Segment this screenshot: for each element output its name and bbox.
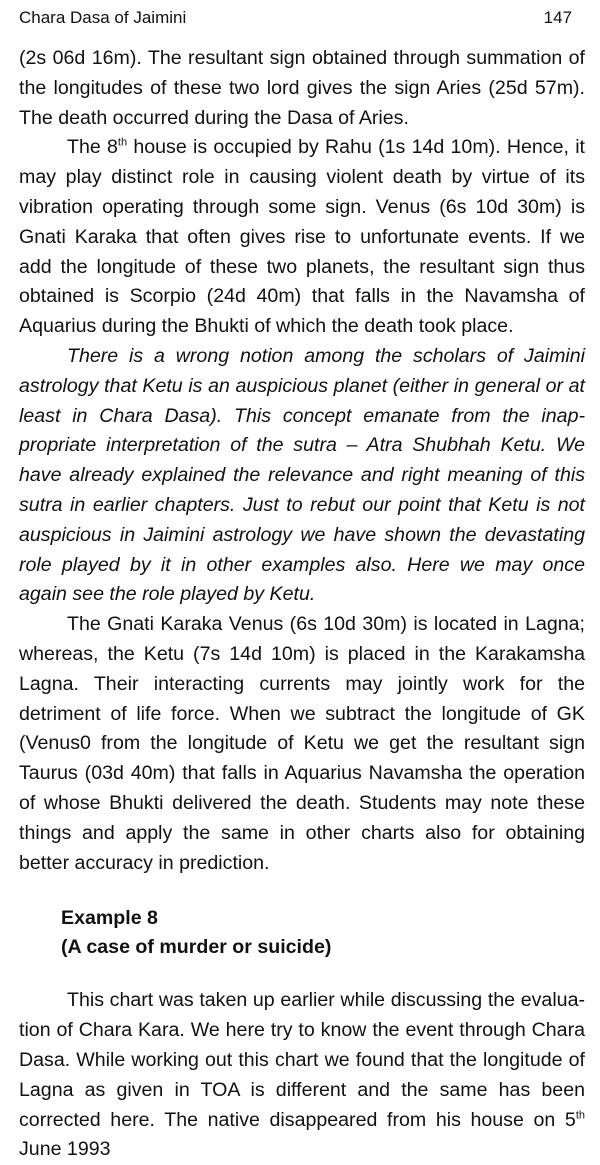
paragraph-2-rest: house is occupied by Rahu (1s 14d 10m). Hence, it may play distinct role in causing violent death by virtue of its vibration operating through some sign. Venus (6s 10d 30m) is Gnati Karaka that often gives rise to unfortunate events. If we add the longitude of these two planets, the resultant sign thus obtained is Scorpio (24d 40m) that falls in the Navamsha of Aquarius during the Bhukti of which the death took place. bbox=[19, 136, 585, 338]
running-title: Chara Dasa of Jaimini bbox=[19, 8, 187, 27]
paragraph-3: There is a wrong notion among the scholars of Jaimini astrology that Ketu is an auspicious planet (either in general or at least in Chara Dasa). This concept emanate from the inappropriate interpretation of the sutra – Atra Shubhah Ketu. We have already explained the relevance and right meaning of this sutra in earlier chapters. Just to rebut our point that Ketu is not auspicious in Jaimini astrology we have shown the devastating role played by it in other examples also. Here we may once again see the role played by Ketu. bbox=[19, 344, 585, 606]
page-body bbox=[19, 44, 585, 1165]
paragraph-4: The Gnati Karaka Venus (6s 10d 30m) is located in Lagna; whereas, the Ketu (7s 14d 10m) is placed in the Karakamsha Lagna. Their interacting currents may jointly work for the detriment of life force. When we subtract the longitude of GK (Venus0 from the longitude of Ketu we get the resultant sign Taurus (03d 40m) that falls in Aquarius Navamsha the operation of whose Bhukti delivered the death. Students may note these things and apply the same in other charts also for obtaining better accuracy in prediction. bbox=[19, 613, 585, 874]
paragraph-5-lead: This chart was taken up earlier while discussing the evaluation of Chara Kara. We here try to know the event through Chara Dasa. While working out this chart we found that the longitude of Lagna as given in TOA is different and the same has been corrected here. The native disappeared from his house on 5 bbox=[19, 989, 585, 1131]
paragraph-2 bbox=[19, 133, 585, 342]
section-gap bbox=[19, 962, 585, 986]
example-subtitle: (A case of murder or suicide) bbox=[61, 936, 332, 959]
ordinal-superscript: th bbox=[117, 136, 128, 149]
paragraph-2-lead: The 8 bbox=[67, 136, 118, 159]
ordinal-superscript: th bbox=[575, 1108, 585, 1121]
example-title: Example 8 bbox=[61, 907, 158, 930]
running-header bbox=[19, 8, 572, 28]
page-number: 147 bbox=[543, 8, 572, 27]
example-heading bbox=[19, 904, 585, 962]
paragraph-1: (2s 06d 16m). The resultant sign obtained through summation of the longitudes of these two lord gives the sign Aries (25d 57m). The death occurred during the Dasa of Aries. bbox=[19, 47, 585, 129]
paragraph-5-rest: June 1993 bbox=[19, 1138, 111, 1161]
paragraph-5 bbox=[19, 986, 585, 1165]
